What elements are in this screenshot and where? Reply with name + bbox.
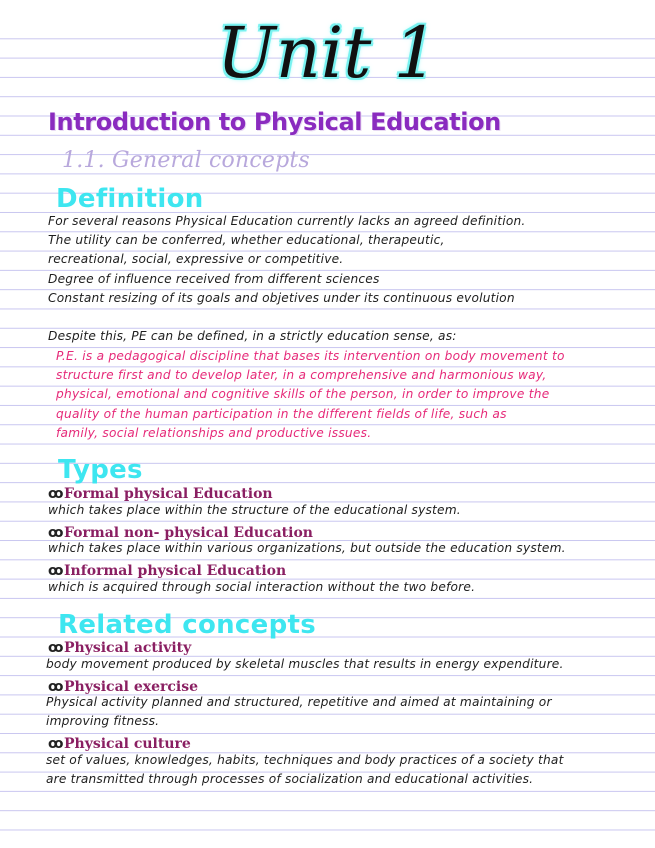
- definition-intro: Despite this, PE can be defined, in a strictly education sense, as:: [48, 329, 457, 343]
- related-title: Physical exercise: [64, 679, 198, 695]
- type-title: Formal physical Education: [64, 486, 273, 502]
- bullet-icon: ꝏ: [48, 736, 64, 752]
- definition-quote-line: structure first and to develop later, in a comprehensive and harmonious way,: [56, 368, 547, 382]
- definition-quote-line: family, social relationships and productive issues.: [56, 426, 372, 440]
- type-desc: which takes place within various organizations, but outside the education system.: [48, 541, 566, 555]
- types-heading: Types: [58, 455, 143, 485]
- type-title: Formal non- physical Education: [64, 525, 313, 541]
- definition-quote-line: quality of the human participation in the different fields of life, such as: [56, 407, 507, 421]
- related-desc: improving fitness.: [46, 714, 160, 728]
- type-item-formal-non: [48, 522, 313, 541]
- related-desc: Physical activity planned and structured, repetitive and aimed at maintaining or: [46, 695, 552, 709]
- type-desc: which is acquired through social interaction without the two before.: [48, 580, 476, 594]
- related-desc: body movement produced by skeletal muscles that results in energy expenditure.: [46, 657, 564, 671]
- bullet-icon: ꝏ: [48, 525, 64, 541]
- definition-line: The utility can be conferred, whether educational, therapeutic,: [48, 233, 445, 247]
- related-item-exercise: [48, 676, 198, 695]
- related-item-culture: [48, 733, 191, 752]
- bullet-icon: ꝏ: [48, 679, 64, 695]
- definition-quote-line: P.E. is a pedagogical discipline that bases its intervention on body movement to: [56, 349, 565, 363]
- definition-quote-line: physical, emotional and cognitive skills of the person, in order to improve the: [56, 387, 550, 401]
- definition-line: For several reasons Physical Education currently lacks an agreed definition.: [48, 214, 526, 228]
- related-item-activity: [48, 637, 191, 656]
- related-title: Physical activity: [64, 640, 192, 656]
- bullet-icon: ꝏ: [48, 486, 64, 502]
- bullet-icon: ꝏ: [48, 640, 64, 656]
- bullet-icon: ꝏ: [48, 563, 64, 579]
- unit-title: Unit 1: [216, 12, 439, 94]
- type-item-informal: [48, 560, 286, 579]
- definition-heading: Definition: [56, 184, 204, 214]
- type-item-formal: [48, 483, 273, 502]
- subsection-title: 1.1. General concepts: [62, 148, 310, 173]
- related-desc: are transmitted through processes of socialization and educational activities.: [46, 772, 534, 786]
- definition-line: Degree of influence received from different sciences: [48, 272, 380, 286]
- definition-line: recreational, social, expressive or competitive.: [48, 252, 344, 266]
- intro-title: Introduction to Physical Education: [48, 108, 501, 136]
- type-title: Informal physical Education: [64, 563, 287, 579]
- related-heading: Related concepts: [58, 610, 316, 640]
- related-desc: set of values, knowledges, habits, techniques and body practices of a society that: [46, 753, 564, 767]
- definition-line: Constant resizing of its goals and objetives under its continuous evolution: [48, 291, 515, 305]
- type-desc: which takes place within the structure of the educational system.: [48, 503, 461, 517]
- related-title: Physical culture: [64, 736, 191, 752]
